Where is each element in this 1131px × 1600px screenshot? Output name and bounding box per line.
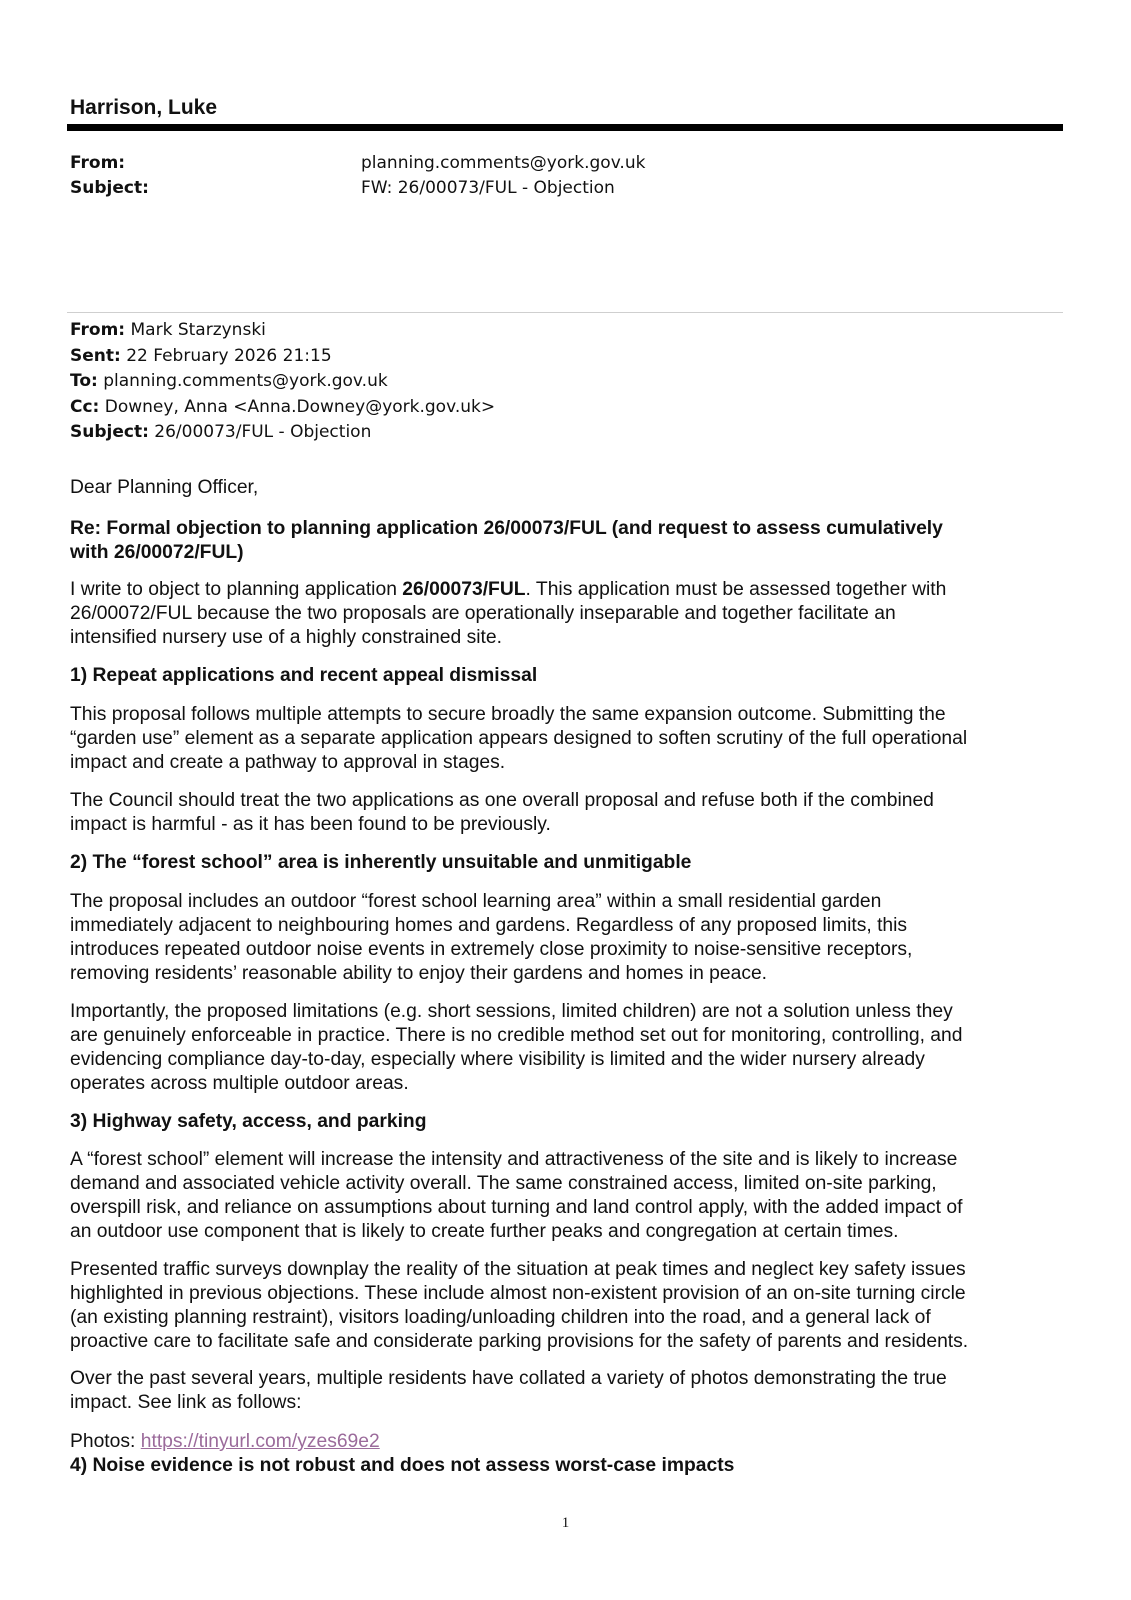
mailbox-owner-name: Harrison, Luke (70, 96, 218, 119)
salutation: Dear Planning Officer, (70, 477, 259, 498)
application-reference: 26/00073/FUL (402, 579, 526, 600)
section-4-heading: 4) Noise evidence is not robust and does not assess worst-case impacts (70, 1455, 735, 1476)
forwarded-divider (67, 312, 1063, 313)
section-3-paragraph-3: Over the past several years, multiple residents have collated a variety of photos demonstrating the true impact. See link as follows: (70, 1368, 947, 1413)
header-divider (67, 124, 1063, 131)
section-2-paragraph-1: The proposal includes an outdoor “forest school learning area” within a small residential garden immediately adjacent to neighbouring homes and gardens. Regardless of any proposed limits, this introduces repeated outdoor noise events in extremely close proximity to noise-sensitive receptors, removing residents’ reasonable ability to enjoy their gardens and homes in peace. (70, 891, 913, 984)
forwarded-header (70, 318, 495, 446)
section-2-paragraph-2: Importantly, the proposed limitations (e.g. short sessions, limited children) are not a solution unless they are genuinely enforceable in practice. There is no credible method set out for monitoring, controlling, and evidencing compliance day-to-day, especially where visibility is limited and the wider nursery already operates across multiple outdoor areas. (70, 1001, 963, 1094)
section-3-heading: 3) Highway safety, access, and parking (70, 1111, 427, 1132)
forwarded-sent: Sent: 22 February 2026 21:15 (70, 345, 332, 366)
photos-label: Photos: (70, 1431, 141, 1452)
section-3-paragraph-2: Presented traffic surveys downplay the reality of the situation at peak times and neglect key safety issues highlighted in previous objections. These include almost non-existent provision of an on-site turning circle (an existing planning restraint), visitors loading/unloading children into the road, and a general lack of proactive care to facilitate safe and considerate parking provisions for the safety of parents and residents. (70, 1259, 969, 1352)
section-2-heading: 2) The “forest school” area is inherently unsuitable and unmitigable (70, 852, 692, 873)
re-line: Re: Formal objection to planning application 26/00073/FUL (and request to assess cumulatively with 26/00072/FUL) (70, 518, 943, 563)
email-from-value: planning.comments@york.gov.uk (361, 153, 646, 173)
page-number: 1 (561, 1515, 570, 1531)
forwarded-from: From: Mark Starzynski (70, 320, 266, 340)
email-from-label: From: (70, 153, 126, 173)
section-1-paragraph-1: This proposal follows multiple attempts to secure broadly the same expansion outcome. Submitting the “garden use” element as a separate application appears designed to soften scrutiny of the full operational impact and create a pathway to approval in stages. (70, 704, 968, 773)
forwarded-cc: Cc: Downey, Anna <Anna.Downey@york.gov.uk> (70, 396, 496, 417)
section-3-paragraph-1: A “forest school” element will increase the intensity and attractiveness of the site and is likely to increase demand and associated vehicle activity overall. The same constrained access, limited on-site parking, overspill risk, and reliance on assumptions about turning and land control apply, with the added impact of an outdoor use component that is likely to create further peaks and congregation at certain times. (70, 1149, 963, 1242)
intro-paragraph: I write to object to planning application 26/00073/FUL. This application must be assessed together with 26/00072/FUL because the two proposals are operationally inseparable and together facilitate an intensified nursery use of a highly constrained site. (70, 579, 947, 648)
section-1-paragraph-2: The Council should treat the two applications as one overall proposal and refuse both if the combined impact is harmful - as it has been found to be previously. (70, 790, 934, 835)
forwarded-to: To: planning.comments@york.gov.uk (70, 371, 388, 392)
photos-line (70, 1430, 1070, 1454)
forwarded-subject: Subject: 26/00073/FUL - Objection (70, 422, 372, 443)
email-subject-value: FW: 26/00073/FUL - Objection (361, 178, 615, 198)
email-subject-label: Subject: (70, 178, 149, 198)
photos-link[interactable]: https://tinyurl.com/yzes69e2 (140, 1431, 380, 1452)
section-1-heading: 1) Repeat applications and recent appeal dismissal (70, 665, 538, 686)
